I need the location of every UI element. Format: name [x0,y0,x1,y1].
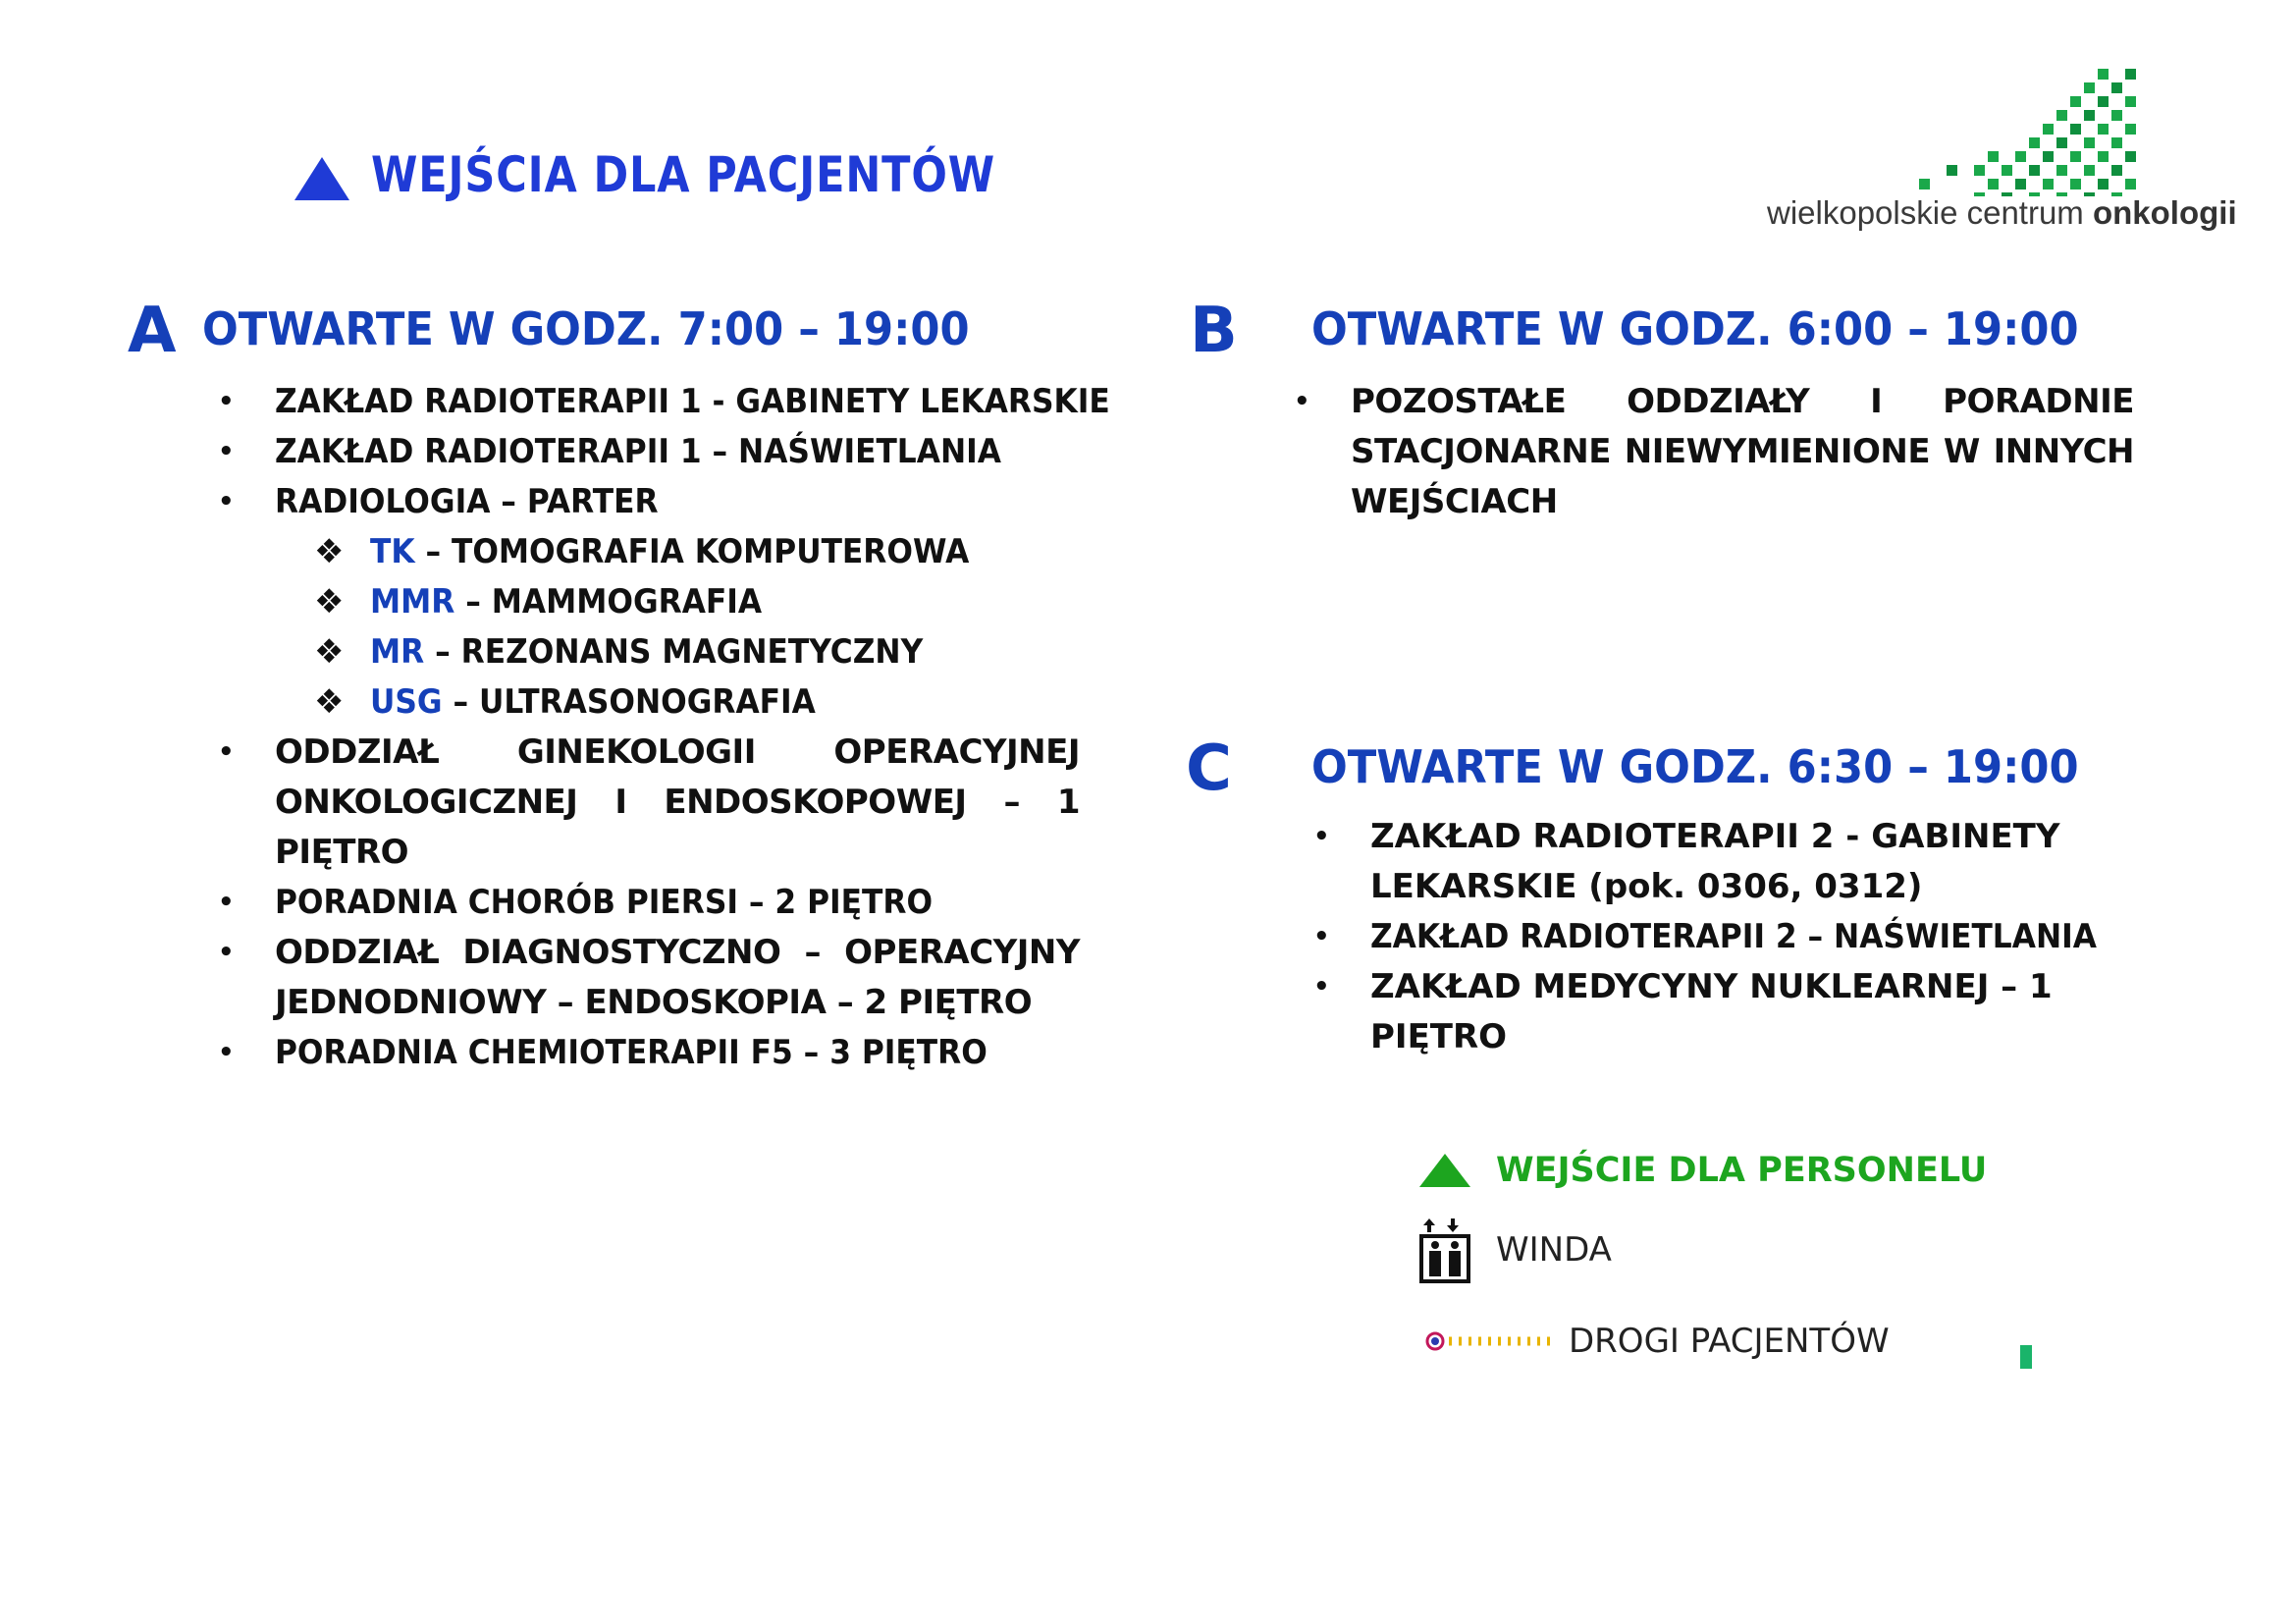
logo-square [1919,179,1930,189]
green-marker [2020,1345,2032,1369]
logo-square [2098,151,2109,162]
legend-staff-label: WEJŚCIE DLA PERSONELU [1496,1151,1988,1190]
legend-staff-entrance [1419,1151,1987,1190]
logo-square [2029,165,2040,176]
section-a-hours: OTWARTE W GODZ. 7:00 – 19:00 [202,302,970,355]
diamond-bullet-icon: ❖ [314,582,345,622]
logo-square [2125,69,2136,80]
logo-square [2125,124,2136,135]
list-item-text: ZAKŁAD RADIOTERAPII 1 - GABINETY LEKARSKIE [275,382,1110,421]
list-item [218,477,1080,527]
sub-item-code: MMR [370,582,455,622]
logo-square [2070,179,2081,189]
list-item-text: PORADNIA CHEMIOTERAPII F5 – 3 PIĘTRO [275,1033,988,1072]
list-item [218,878,1080,928]
logo-square [1974,165,1985,176]
list-item-text: ZAKŁAD RADIOTERAPII 2 – NAŚWIETLANIA [1370,917,2097,956]
sub-item-text: – REZONANS MAGNETYCZNY [424,632,924,672]
legend-patient-routes [1425,1320,1890,1363]
logo-square [2098,69,2109,80]
list-item: • ODDZIAŁ DIAGNOSTYCZNO – OPERACYJNY JEDNODNIOWY – ENDOSKOPIA – 2 PIĘTRO [218,928,1080,1028]
logo-square [2084,82,2095,93]
logo-text-light: wielkopolskie centrum [1767,194,2093,231]
sub-item-code: MR [370,632,425,672]
logo-square [1947,165,1957,176]
logo-square [2111,137,2122,148]
sub-item-code: USG [370,682,443,722]
logo-square [1988,151,1999,162]
section-c-list [1313,812,2148,1062]
logo-square [2002,165,2012,176]
logo-square [2056,165,2067,176]
wco-logo [1767,69,2237,241]
logo-square [2070,124,2081,135]
sub-item-text: – TOMOGRAFIA KOMPUTEROWA [414,532,970,571]
list-item: • POZOSTAŁE ODDZIAŁY I PORADNIE STACJONARNE NIEWYMIENIONE W INNYCH WEJŚCIACH [1294,377,2134,527]
logo-square [2125,151,2136,162]
logo-square [2084,110,2095,121]
sub-item-text: – ULTRASONOGRAFIA [442,682,816,722]
logo-square [2111,82,2122,93]
sub-item [314,527,1080,577]
header-title: WEJŚCIA DLA PACJENTÓW [371,146,996,203]
logo-square [1988,179,1999,189]
list-item [218,427,1080,477]
list-item: • ODDZIAŁ GINEKOLOGII OPERACYJNEJ ONKOLOGICZNEJ I ENDOSKOPOWEJ – 1 PIĘTRO [218,728,1080,878]
logo-square [2043,151,2054,162]
section-b-letter: B [1190,295,1238,367]
logo-square [2043,124,2054,135]
section-c-letter: C [1186,732,1232,805]
sub-item [314,627,1080,677]
list-item [218,377,1110,427]
sub-item [314,577,1080,627]
section-b-hours: OTWARTE W GODZ. 6:00 – 19:00 [1311,302,2079,355]
logo-square [2029,137,2040,148]
sub-item [314,677,1080,728]
list-item [1313,912,2148,962]
logo-square [2098,96,2109,107]
logo-square [2111,165,2122,176]
green-triangle-icon [1419,1154,1470,1187]
logo-square [2084,137,2095,148]
logo-text [1767,194,2237,232]
logo-square [2125,179,2136,189]
logo-square [2056,137,2067,148]
section-a-list [218,377,1110,1078]
logo-square [2084,165,2095,176]
list-item-text: RADIOLOGIA – PARTER [275,482,659,521]
sub-item-code: TK [370,532,415,571]
elevator-icon [1419,1217,1470,1283]
list-item: • ZAKŁAD MEDYCYNY NUKLEARNEJ – 1 PIĘTRO [1313,962,2148,1062]
diamond-bullet-icon: ❖ [314,632,345,672]
list-item-text: PORADNIA CHORÓB PIERSI – 2 PIĘTRO [275,883,934,922]
logo-square [2098,124,2109,135]
list-item [218,1028,1080,1078]
logo-square [2070,151,2081,162]
patient-entrances-legend [294,145,1097,204]
logo-square [2070,96,2081,107]
logo-square [2043,179,2054,189]
diamond-bullet-icon: ❖ [314,532,345,571]
section-a-letter: A [128,295,177,367]
section-c-hours: OTWARTE W GODZ. 6:30 – 19:00 [1311,740,2079,793]
logo-pixel-mark [1767,69,2199,196]
logo-square [2125,96,2136,107]
logo-text-bold: onkologii [2092,194,2237,231]
list-item: • ZAKŁAD RADIOTERAPII 2 - GABINETY LEKARSKIE (pok. 0306, 0312) [1313,812,2148,912]
legend-routes-label: DROGI PACJENTÓW [1569,1322,1890,1361]
legend-elevator-label: WINDA [1496,1230,1612,1270]
logo-square [2098,179,2109,189]
logo-square [2056,110,2067,121]
logo-square [2111,110,2122,121]
logo-square [2015,151,2026,162]
diamond-bullet-icon: ❖ [314,682,345,722]
sub-item-text: – MAMMOGRAFIA [454,582,763,622]
legend-elevator [1419,1216,1612,1284]
logo-square [2015,179,2026,189]
patient-route-dotted-icon [1425,1331,1559,1351]
blue-triangle-icon [294,157,349,200]
section-b-list [1294,377,2134,527]
list-item-text: ZAKŁAD RADIOTERAPII 1 – NAŚWIETLANIA [275,432,1001,471]
